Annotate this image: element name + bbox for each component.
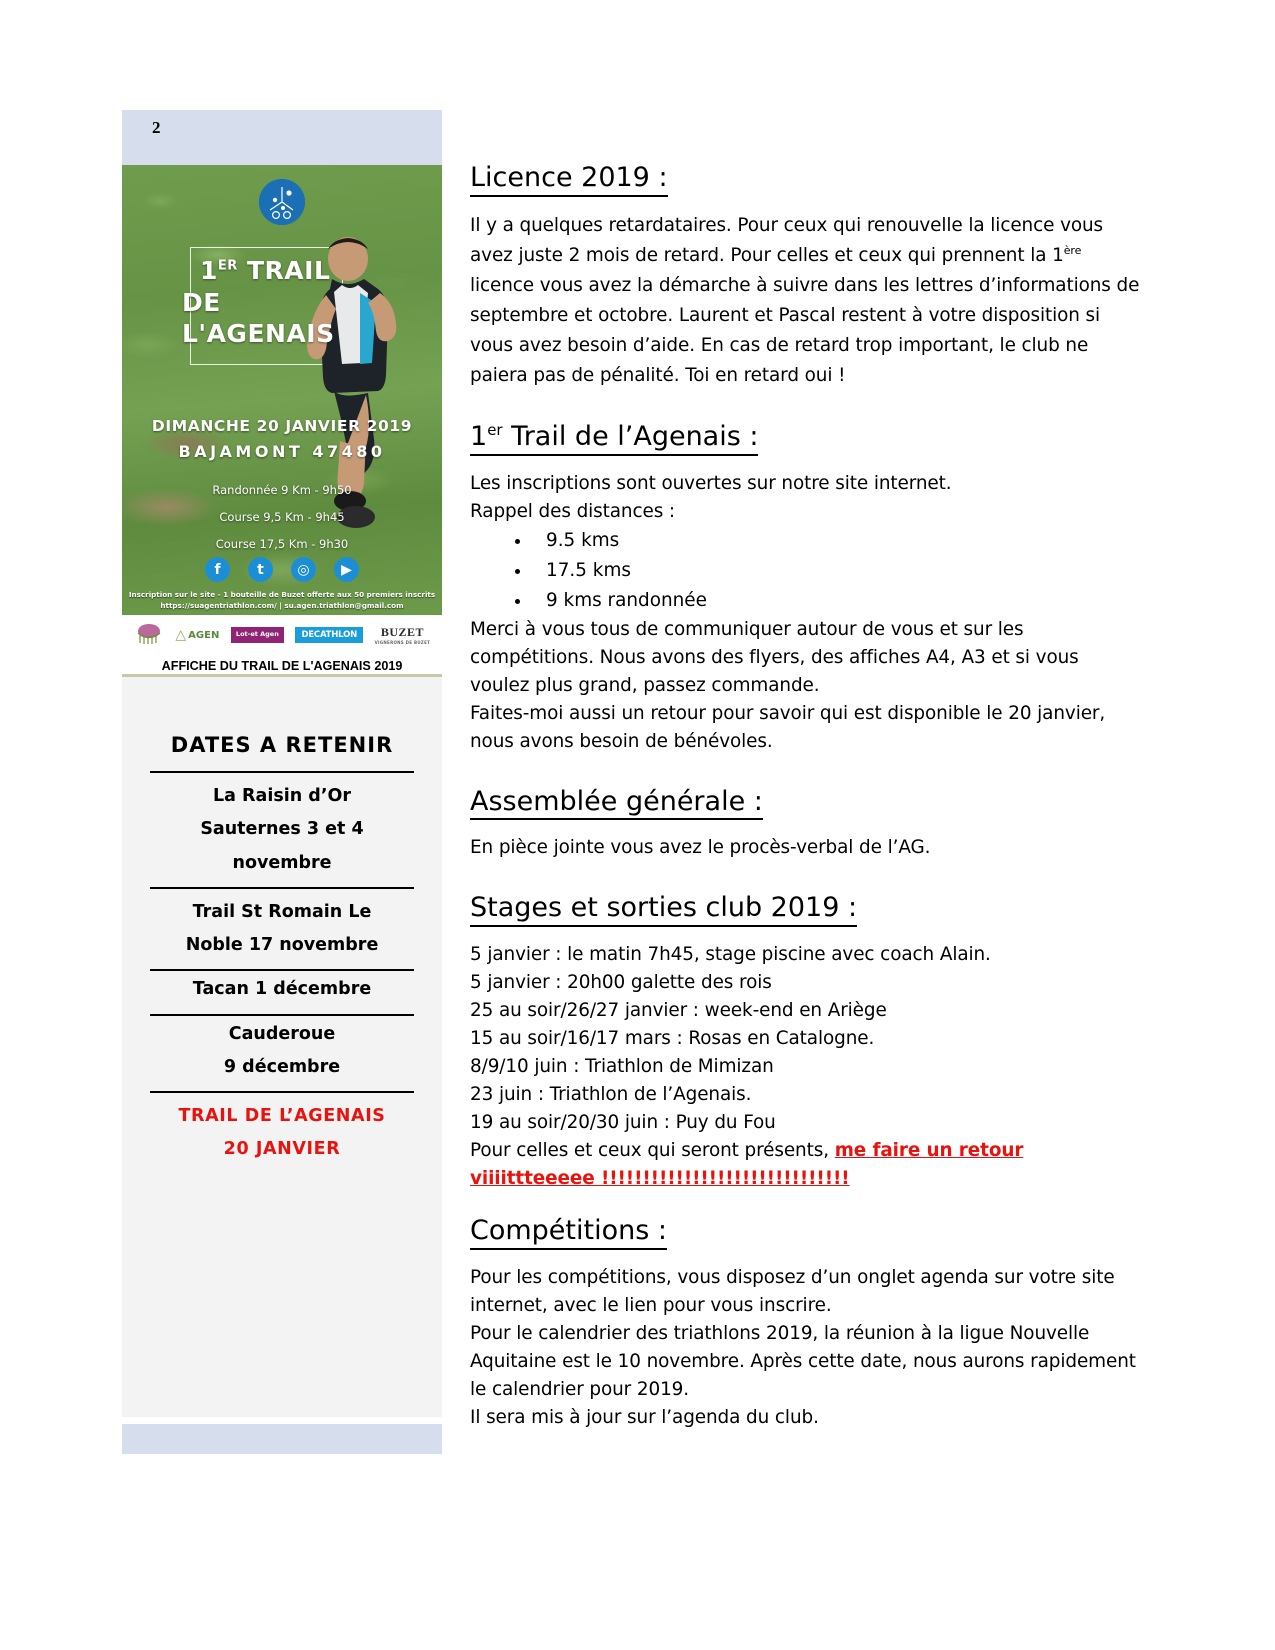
page-number: 2 [152, 118, 161, 137]
section-heading-licence: Licence 2019 : [470, 162, 668, 197]
poster-footer-line1: Inscription sur le site - 1 bouteille de Buzet offerte aux 50 premiers inscrits [128, 590, 436, 599]
stages-closing-paragraph-2 [470, 1165, 1142, 1193]
stages-closing-highlight-1: me faire un retour [834, 1139, 1024, 1161]
bottom-decoration-band [122, 1424, 442, 1454]
trail-line-distances-label: Rappel des distances : [470, 500, 676, 522]
list-item: • 17.5 kms [532, 556, 1142, 586]
dates-box-title: DATES A RETENIR [170, 733, 394, 757]
section-stages [470, 892, 1142, 1193]
facebook-icon: f [205, 557, 230, 582]
list-item: • 9 kms randonnée [532, 586, 1142, 616]
competitions-paragraph: Pour le calendrier des triathlons 2019, la réunion à la ligue Nouvelle Aquitaine est le 10 novembre. Après cette date, nous aurons rapidement le calendrier pour 2019. [470, 1322, 1136, 1400]
date-entry-line: novembre [232, 852, 332, 873]
departement-sponsor-logo: Lot-et Agen [231, 627, 284, 642]
section-heading-stages: Stages et sorties club 2019 : [470, 892, 857, 927]
dates-to-remember-box [122, 674, 442, 1417]
stage-line: 15 au soir/16/17 mars : Rosas en Catalogne. [470, 1028, 875, 1050]
trail-heading-rest: Trail de l’Agenais : [502, 420, 759, 452]
buzet-logo-sub: VIGNERONS DE BUZET [374, 640, 431, 645]
buzet-logo-label: BUZET [380, 625, 424, 639]
poster-caption: AFFICHE DU TRAIL DE L'AGENAIS 2019 [161, 659, 403, 673]
poster-footer-text [122, 589, 442, 611]
triathlon-club-logo-icon [259, 179, 305, 225]
stages-closing-highlight-2: viiiittteeeee !!!!!!!!!!!!!!!!!!!!!!!!!!!!!! [470, 1167, 850, 1189]
agen-logo-label: AGEN [188, 629, 220, 641]
poster-footer-line2: https://suagentriathlon.com/ | su.agen.triathlon@gmail.com [160, 601, 404, 611]
assemblee-paragraph: En pièce jointe vous avez le procès-verbal de l’AG. [470, 837, 931, 859]
section-heading-trail [470, 421, 758, 456]
date-entry-line-highlight: 20 JANVIER [223, 1139, 341, 1160]
poster-social-icons [122, 557, 442, 582]
youtube-icon: ▶ [334, 557, 359, 582]
decathlon-sponsor-logo: DECATHLON [295, 627, 363, 643]
agen-sponsor-logo [175, 627, 219, 643]
poster-race-item: Course 9,5 Km - 9h45 [219, 510, 345, 525]
stages-closing-paragraph [470, 1137, 1142, 1165]
poster-title [122, 255, 372, 350]
date-entry-line: 9 décembre [223, 1056, 341, 1077]
poster-race-item: Course 17,5 Km - 9h30 [215, 537, 349, 552]
licence-superscript: ère [1063, 243, 1082, 257]
trail-paragraph-communication: Merci à vous tous de communiquer autour de vous et sur les compétitions. Nous avons des flyers, des affiches A4, A3 et si vous voulez plus grand, passez commande. [470, 618, 1079, 696]
section-heading-competitions: Compétitions : [470, 1215, 667, 1250]
page-number-band [122, 110, 442, 165]
date-entry-line-highlight: TRAIL DE L’AGENAIS [178, 1106, 386, 1126]
date-entry-line: Noble 17 novembre [185, 935, 379, 955]
date-entry-line: Trail St Romain Le [192, 901, 372, 922]
trail-line-inscriptions: Les inscriptions sont ouvertes sur notre site internet. [470, 472, 952, 494]
section-licence [470, 162, 1142, 391]
trail-distance-list [470, 526, 1142, 616]
stage-line: 5 janvier : 20h00 galette des rois [470, 972, 772, 994]
poster-title-rest: TRAIL [237, 256, 331, 285]
licence-text-a: Il y a quelques retardataires. Pour ceux qui renouvelle la licence vous avez juste 2 mois de retard. Pour celles et ceux qui prennent la 1 [470, 214, 1104, 266]
poster-race-list [122, 477, 442, 558]
instagram-icon: ◎ [291, 557, 316, 582]
stage-line: 23 juin : Triathlon de l’Agenais. [470, 1084, 752, 1106]
poster-place: BAJAMONT 47480 [178, 442, 386, 461]
trail-poster-image [122, 165, 442, 615]
left-column [122, 110, 442, 673]
twitter-icon: t [248, 557, 273, 582]
licence-paragraph [470, 211, 1142, 391]
trail-heading-superscript: er [487, 420, 503, 439]
date-entry-line: Cauderoue [228, 1023, 336, 1044]
licence-text-b: licence vous avez la démarche à suivre dans les lettres d’informations de septembre et octobre. Laurent et Pascal restent à votre disposition si vous avez besoin d’aide. En cas de retard trop important, le club ne paiera pas de pénalité. Toi en retard oui ! [470, 274, 1140, 386]
poster-sponsor-strip [122, 615, 442, 655]
section-assemblee [470, 786, 1142, 863]
stage-line: 19 au soir/20/30 juin : Puy du Fou [470, 1112, 776, 1133]
section-heading-assemblee: Assemblée générale : [470, 786, 763, 821]
agen-logo-mark: △ [175, 627, 187, 643]
stages-closing-prefix: Pour celles et ceux qui seront présents, [470, 1139, 835, 1161]
date-entry-line: La Raisin d’Or [213, 786, 351, 806]
poster-title-line2: DE L'AGENAIS [182, 287, 335, 348]
poster-date: DIMANCHE 20 JANVIER 2019 [151, 417, 413, 435]
stage-line: 25 au soir/26/27 janvier : week-end en Ariège [470, 1000, 887, 1022]
trail-paragraph-benevoles: Faites-moi aussi un retour pour savoir qui est disponible le 20 janvier, nous avons besoin de bénévoles. [470, 702, 1106, 752]
ville-sponsor-logo [134, 621, 164, 649]
main-content-column [470, 162, 1142, 1432]
poster-title-superscript: ER [217, 258, 238, 274]
date-entry-line: Sauternes 3 et 4 [200, 819, 364, 840]
poster-race-item: Randonnée 9 Km - 9h50 [212, 483, 352, 497]
trail-heading-number: 1 [470, 420, 488, 452]
competitions-paragraph: Il sera mis à jour sur l’agenda du club. [470, 1406, 819, 1428]
buzet-sponsor-logo [375, 625, 431, 645]
competitions-paragraph: Pour les compétitions, vous disposez d’un onglet agenda sur votre site internet, avec le lien pour vous inscrire. [470, 1266, 1115, 1316]
stage-line: 5 janvier : le matin 7h45, stage piscine avec coach Alain. [470, 944, 991, 966]
section-competitions [470, 1215, 1142, 1432]
date-entry-line: Tacan 1 décembre [192, 979, 372, 1000]
poster-title-number: 1 [200, 256, 218, 285]
stage-line: 8/9/10 juin : Triathlon de Mimizan [470, 1056, 774, 1078]
section-trail [470, 421, 1142, 756]
list-item: • 9.5 kms [532, 526, 1142, 556]
